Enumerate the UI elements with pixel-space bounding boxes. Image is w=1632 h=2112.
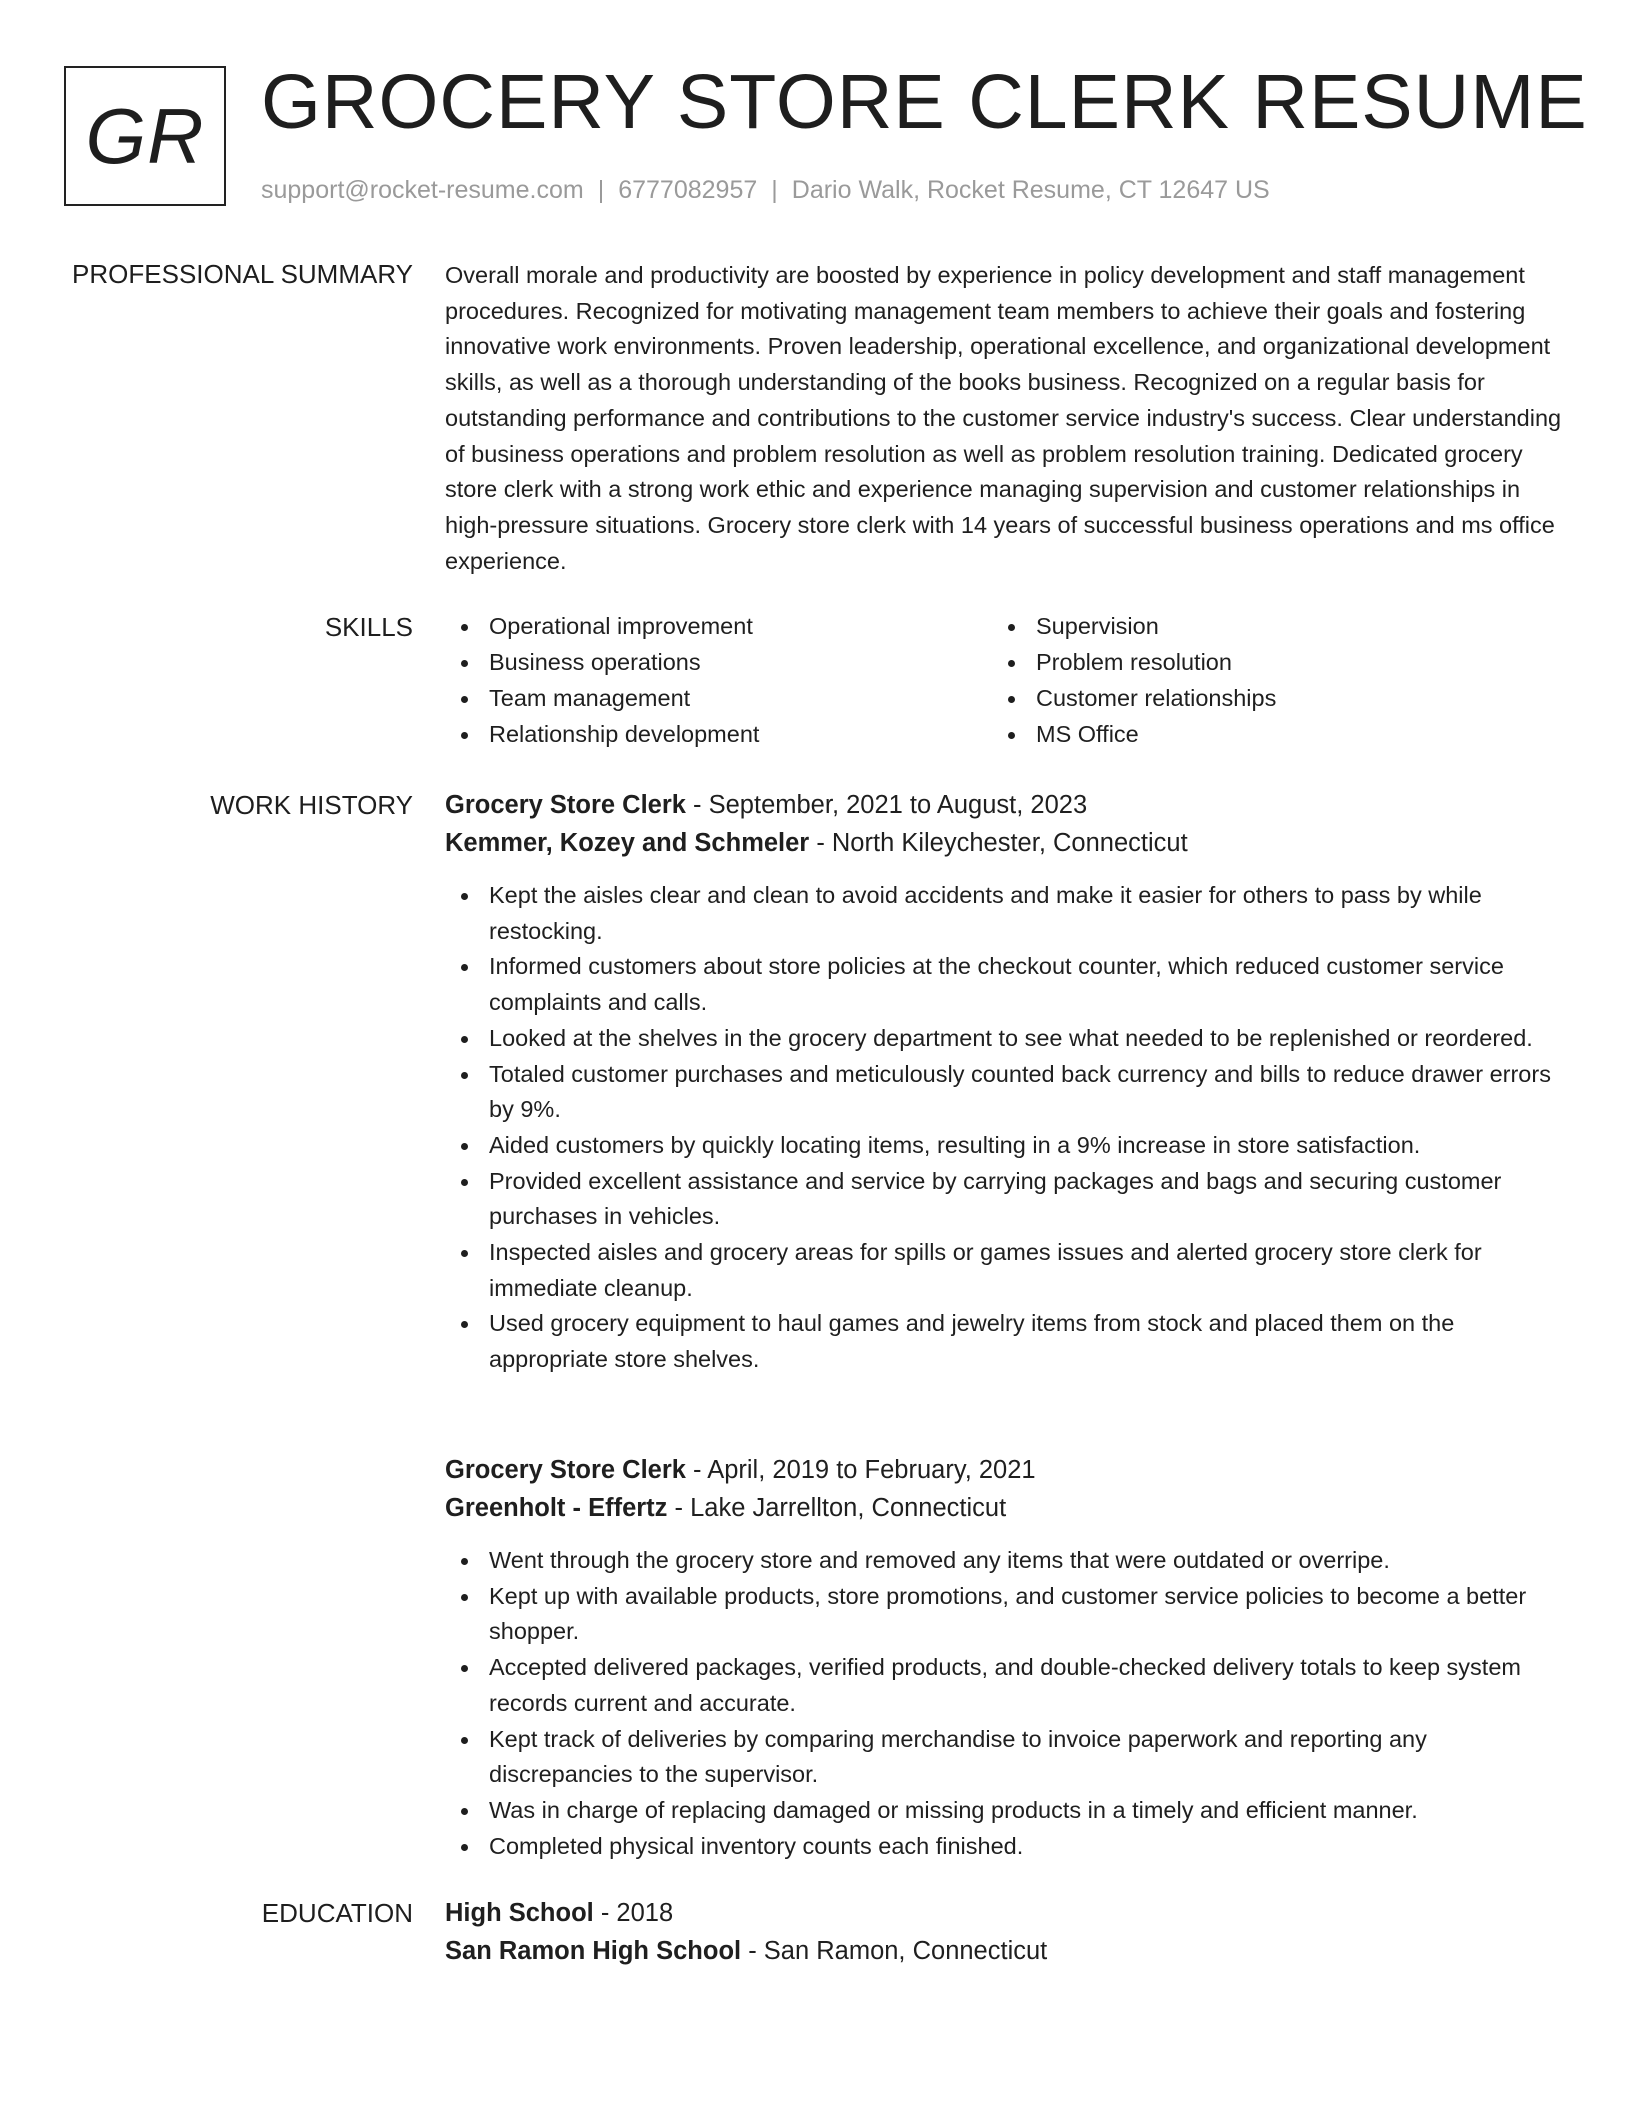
- job-bullet: Aided customers by quickly locating items, resulting in a 9% increase in store satisfaction.: [445, 1128, 1565, 1164]
- job-dates: - September, 2021 to August, 2023: [685, 791, 1088, 819]
- job-dates: - April, 2019 to February, 2021: [685, 1456, 1036, 1484]
- skill-item: Team management: [445, 681, 992, 717]
- contact-separator: |: [771, 176, 778, 204]
- job-bullet: Inspected aisles and grocery areas for spills or games issues and alerted grocery store clerk for immediate cleanup.: [445, 1235, 1565, 1306]
- education-entry: [445, 1894, 1565, 1970]
- job-employer-line: [445, 1489, 1565, 1527]
- education-school-line: [445, 1932, 1565, 1970]
- job-employer: Kemmer, Kozey and Schmeler: [445, 829, 810, 857]
- skill-item: Relationship development: [445, 717, 992, 753]
- contact-address: Dario Walk, Rocket Resume, CT 12647 US: [791, 176, 1270, 204]
- skill-item: Customer relationships: [992, 681, 1492, 717]
- contact-line: [261, 172, 1270, 208]
- job-bullet: Was in charge of replacing damaged or missing products in a timely and efficient manner.: [445, 1793, 1565, 1829]
- job-bullet: Went through the grocery store and removed any items that were outdated or overripe.: [445, 1543, 1565, 1579]
- job-bullet: Kept the aisles clear and clean to avoid accidents and make it easier for others to pass by while restocking.: [445, 878, 1565, 949]
- section-label-work-history: WORK HISTORY: [210, 790, 413, 820]
- education-degree-line: [445, 1894, 1565, 1932]
- section-label-summary: PROFESSIONAL SUMMARY: [72, 259, 413, 289]
- job-entry: [445, 786, 1565, 1378]
- education-degree: High School: [445, 1899, 594, 1927]
- job-bullet: Accepted delivered packages, verified products, and double-checked delivery totals to keep system records current and accurate.: [445, 1650, 1565, 1721]
- skill-item: Supervision: [992, 609, 1492, 645]
- job-location: - North Kileychester, Connecticut: [809, 829, 1188, 857]
- job-bullet: Completed physical inventory counts each finished.: [445, 1829, 1565, 1865]
- section-label-education: EDUCATION: [261, 1898, 413, 1928]
- skill-item: MS Office: [992, 717, 1492, 753]
- skills-list: [445, 609, 1565, 753]
- job-title: Grocery Store Clerk: [445, 1456, 686, 1484]
- job-title-line: [445, 1451, 1565, 1489]
- skill-item: Business operations: [445, 645, 992, 681]
- job-bullet: Kept up with available products, store promotions, and customer service policies to become a better shopper.: [445, 1579, 1565, 1650]
- job-employer-line: [445, 824, 1565, 862]
- education-school: San Ramon High School: [445, 1937, 742, 1965]
- monogram-logo: GR: [64, 66, 226, 206]
- job-title: Grocery Store Clerk: [445, 791, 686, 819]
- job-title-line: [445, 786, 1565, 824]
- contact-phone[interactable]: 6777082957: [618, 176, 758, 204]
- skill-item: Problem resolution: [992, 645, 1492, 681]
- contact-separator: |: [597, 176, 605, 204]
- summary-text: Overall morale and productivity are boosted by experience in policy development and staff management procedures. Recognized for motivating management team members to achieve their goals and fostering innovative work environments. Proven leadership, operational excellence, and organizational development skills, as well as a thorough understanding of the books business. Recognized on a regular basis for outstanding performance and contributions to the customer service industry's success. Clear understanding of business operations and problem resolution as well as problem resolution training. Dedicated grocery store clerk with a strong work ethic and experience managing supervision and customer relationships in high-pressure situations. Grocery store clerk with 14 years of successful business operations and ms office experience.: [445, 262, 1562, 574]
- contact-email[interactable]: support@rocket-resume.com: [261, 176, 584, 204]
- job-entry: [445, 1451, 1565, 1864]
- job-location: - Lake Jarrellton, Connecticut: [667, 1494, 1007, 1522]
- resume-title: GROCERY STORE CLERK RESUME: [261, 59, 1588, 145]
- job-bullets: [445, 878, 1565, 1378]
- skill-item: Operational improvement: [445, 609, 992, 645]
- job-employer: Greenholt - Effertz: [445, 1494, 668, 1522]
- skills-content: [445, 609, 1565, 753]
- job-bullet: Totaled customer purchases and meticulously counted back currency and bills to reduce drawer errors by 9%.: [445, 1057, 1565, 1128]
- job-bullet: Informed customers about store policies at the checkout counter, which reduced customer service complaints and calls.: [445, 949, 1565, 1020]
- job-bullets: [445, 1543, 1565, 1864]
- job-bullet: Used grocery equipment to haul games and jewelry items from stock and placed them on the appropriate store shelves.: [445, 1306, 1565, 1377]
- section-label-skills: SKILLS: [324, 612, 413, 642]
- job-bullet: Looked at the shelves in the grocery department to see what needed to be replenished or reordered.: [445, 1021, 1565, 1057]
- education-location: - San Ramon, Connecticut: [741, 1937, 1048, 1965]
- job-bullet: Kept track of deliveries by comparing merchandise to invoice paperwork and reporting any discrepancies to the supervisor.: [445, 1722, 1565, 1793]
- summary-content: [445, 258, 1565, 579]
- education-year: - 2018: [593, 1899, 674, 1927]
- job-bullet: Provided excellent assistance and service by carrying packages and bags and securing customer purchases in vehicles.: [445, 1164, 1565, 1235]
